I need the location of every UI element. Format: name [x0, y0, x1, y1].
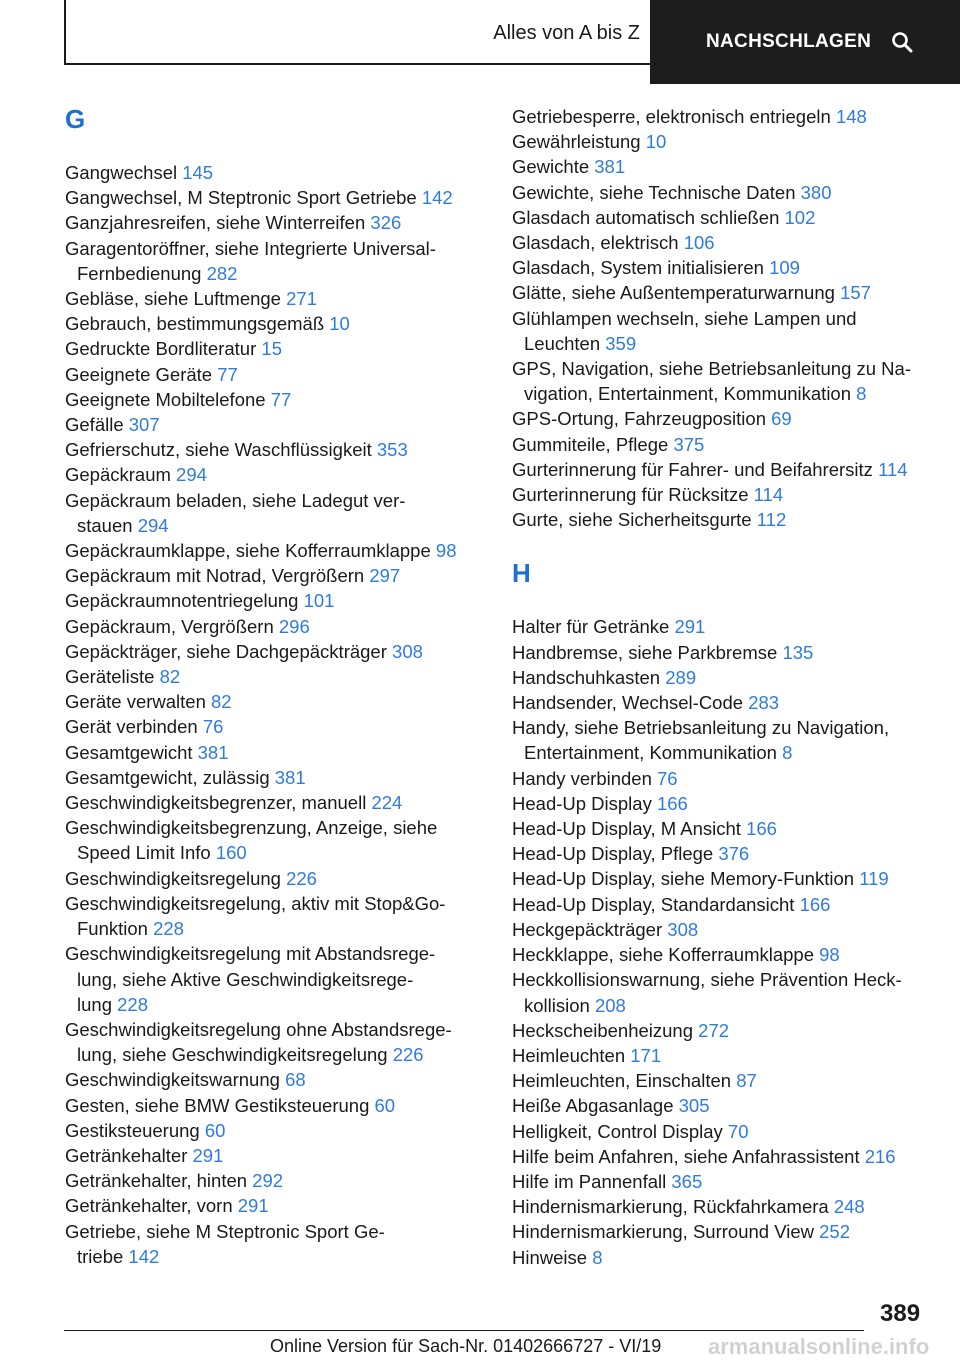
page-reference-link[interactable]: 10: [645, 131, 667, 153]
index-entry-text: Gesten, siehe BMW Gestiksteuerung: [65, 1094, 370, 1116]
page-reference-link[interactable]: 294: [137, 514, 169, 536]
index-entry-text: GPS, Navigation, siehe Betriebsanleitung zu Na-: [512, 358, 911, 380]
index-entry-text: Handschuhkasten: [512, 666, 661, 688]
index-entry-text: Gepäckträger, siehe Dachgepäckträger: [65, 640, 387, 662]
index-entry-text: Heiße Abgasanlage: [512, 1095, 674, 1117]
index-entry-text: Gerät verbinden: [65, 716, 198, 738]
page-reference-link[interactable]: 307: [128, 414, 160, 436]
index-entry: [65, 740, 485, 765]
index-entry: [65, 462, 485, 487]
index-entry-text: Gurterinnerung für Fahrer- und Beifahrersitz: [512, 458, 873, 480]
page-reference-link[interactable]: 291: [674, 616, 706, 638]
page-reference-link[interactable]: 248: [833, 1196, 865, 1218]
page-reference-link[interactable]: 252: [819, 1221, 850, 1243]
index-entry-text: Gurterinnerung für Rücksitze: [512, 484, 749, 506]
index-entry-text: lung: [77, 993, 112, 1015]
page-reference-link[interactable]: 68: [285, 1069, 306, 1091]
index-entry: [65, 664, 485, 689]
index-entry-text: Gepäckraum mit Notrad, Vergrößern: [65, 565, 365, 587]
page-reference-link[interactable]: 359: [605, 332, 637, 354]
index-entry-text: Gestiksteuerung: [65, 1119, 200, 1141]
index-entry: [512, 507, 932, 532]
page-reference-link[interactable]: 87: [736, 1070, 757, 1092]
index-entry-text: Handy, siehe Betriebsanleitung zu Navigation,: [512, 717, 890, 739]
index-entry-text: Geschwindigkeitsbegrenzung, Anzeige, siehe: [65, 817, 438, 839]
page-reference-link[interactable]: 380: [800, 181, 832, 203]
index-entry: [65, 1219, 485, 1269]
page-reference-link[interactable]: 296: [278, 615, 310, 637]
index-entry: [512, 356, 932, 406]
page-reference-link[interactable]: 148: [835, 106, 867, 127]
index-entry-text: Getriebesperre, elektronisch entriegeln: [512, 106, 831, 127]
index-entry: [512, 715, 932, 765]
index-entry: [512, 1144, 932, 1169]
index-entry-text: Gepäckraumnotentriegelung: [65, 590, 299, 612]
page-reference-link[interactable]: 376: [718, 843, 750, 865]
index-entry-text: Geräte verwalten: [65, 691, 206, 713]
index-entry: [512, 665, 932, 690]
index-entry: [65, 412, 485, 437]
index-entry-text: vigation, Entertainment, Kommunikation: [524, 383, 852, 405]
index-entry: [512, 892, 932, 917]
index-entry: [512, 457, 932, 482]
index-entry: [65, 1067, 485, 1092]
index-entry: [512, 129, 932, 154]
index-entry: [512, 1093, 932, 1118]
index-entry: [512, 1068, 932, 1093]
index-entry-text: Speed Limit Info: [77, 842, 211, 864]
nachschlagen-tab[interactable]: [650, 0, 960, 84]
index-entry: [65, 689, 485, 714]
index-entry-text: Gewichte: [512, 156, 590, 178]
page-reference-link[interactable]: 142: [128, 1245, 160, 1267]
index-entry: [65, 1193, 485, 1218]
page-reference-link[interactable]: 114: [753, 484, 784, 506]
index-entry: [65, 286, 485, 311]
index-entry-text: Hilfe beim Anfahren, siehe Anfahrassistent: [512, 1145, 860, 1167]
header-rule-left: [64, 0, 66, 64]
page-reference-link[interactable]: 381: [197, 741, 229, 763]
index-entry-text: Funktion: [77, 918, 148, 940]
page-reference-link[interactable]: 8: [856, 383, 867, 405]
index-entry-text: Geschwindigkeitswarnung: [65, 1069, 280, 1091]
index-entry: [65, 185, 485, 210]
index-entry-text: lung, siehe Geschwindigkeitsregelung: [77, 1044, 388, 1066]
index-entry-text: Heckklappe, siehe Kofferraumklappe: [512, 944, 814, 966]
index-column-right: [512, 104, 932, 1270]
index-entry: [65, 639, 485, 664]
index-entry-text: Handbremse, siehe Parkbremse: [512, 641, 778, 663]
page-reference-link[interactable]: 77: [217, 363, 238, 385]
index-entry-text: Gedruckte Bordliteratur: [65, 338, 257, 360]
index-entry: [65, 1168, 485, 1193]
index-entry: [512, 306, 932, 356]
page-reference-link[interactable]: 353: [376, 439, 408, 461]
page-reference-link[interactable]: 98: [435, 540, 457, 562]
index-entry: [512, 766, 932, 791]
index-entry: [65, 866, 485, 891]
index-entry-text: Gewichte, siehe Technische Daten: [512, 181, 796, 203]
index-entry: [65, 891, 485, 941]
page-reference-link[interactable]: 157: [840, 282, 871, 304]
index-entry-text: Hindernismarkierung, Rückfahrkamera: [512, 1196, 829, 1218]
index-entry-text: Garagentoröffner, siehe Integrierte Universal-: [65, 237, 436, 259]
index-entry-text: Gummiteile, Pflege: [512, 433, 669, 455]
index-entry-text: Glasdach, System initialisieren: [512, 257, 764, 279]
page-reference-link[interactable]: 135: [782, 641, 814, 663]
page-reference-link[interactable]: 166: [656, 792, 688, 814]
index-entry-text: Helligkeit, Control Display: [512, 1120, 723, 1142]
index-entry: [512, 432, 932, 457]
page-reference-link[interactable]: 8: [782, 742, 793, 764]
index-entry-text: lung, siehe Aktive Geschwindigkeitsrege-: [77, 968, 414, 990]
index-entry: [512, 482, 932, 507]
page-reference-link[interactable]: 381: [594, 156, 626, 178]
index-entry: [512, 614, 932, 639]
page-reference-link[interactable]: 160: [215, 842, 247, 864]
header-rule-bottom: [64, 63, 651, 65]
index-entry: [512, 255, 932, 280]
index-entry-text: Glätte, siehe Außentemperaturwarnung: [512, 282, 835, 304]
index-entry-text: triebe: [77, 1245, 124, 1267]
index-entry: [512, 690, 932, 715]
index-entry-text: Hilfe im Pannenfall: [512, 1170, 667, 1192]
nachschlagen-tab-label: NACHSCHLAGEN: [706, 31, 872, 52]
page-reference-link[interactable]: 166: [746, 818, 777, 840]
page-reference-link[interactable]: 145: [182, 162, 214, 183]
index-entry-text: Gepäckraum: [65, 464, 171, 486]
page-reference-link[interactable]: 224: [371, 792, 403, 814]
index-entry-text: Getränkehalter, hinten: [65, 1170, 248, 1192]
index-entry: [65, 387, 485, 412]
index-entries-g-continued: [512, 104, 932, 532]
page-reference-link[interactable]: 106: [683, 232, 715, 254]
index-entry-text: stauen: [77, 514, 133, 536]
index-entry-text: Head-Up Display, M Ansicht: [512, 818, 741, 840]
index-entry: [65, 538, 485, 563]
page-reference-link[interactable]: 102: [784, 206, 816, 228]
index-entry-text: Gangwechsel, M Steptronic Sport Getriebe: [65, 187, 417, 209]
index-entry-text: Gepäckraum beladen, siehe Ladegut ver-: [65, 489, 406, 511]
index-entry: [65, 1143, 485, 1168]
index-entry-text: Fernbedienung: [77, 262, 202, 284]
page-reference-link[interactable]: 272: [698, 1019, 730, 1041]
index-entry-text: Heckscheibenheizung: [512, 1019, 694, 1041]
index-entry-text: Geschwindigkeitsregelung, aktiv mit Stop&Go-: [65, 892, 446, 914]
index-entry-text: Head-Up Display, Pflege: [512, 843, 714, 865]
page-reference-link[interactable]: 283: [748, 692, 780, 714]
index-entry: [512, 1194, 932, 1219]
index-entry: [512, 1119, 932, 1144]
page-reference-link[interactable]: 112: [756, 509, 787, 531]
index-entry: [65, 1093, 485, 1118]
index-entry-text: kollision: [524, 994, 590, 1016]
page-reference-link[interactable]: 119: [859, 868, 889, 890]
index-entry-text: Handsender, Wechsel-Code: [512, 692, 744, 714]
page-reference-link[interactable]: 294: [176, 464, 207, 486]
index-entry-text: Halter für Getränke: [512, 616, 670, 638]
index-entry-text: Gesamtgewicht: [65, 741, 193, 763]
page-reference-link[interactable]: 10: [329, 313, 350, 335]
index-entry: [512, 841, 932, 866]
page-reference-link[interactable]: 142: [421, 187, 453, 209]
page-reference-link[interactable]: 308: [392, 640, 423, 662]
index-entry-text: Hinweise: [512, 1246, 588, 1268]
page-reference-link[interactable]: 109: [769, 257, 800, 279]
index-entry: [512, 230, 932, 255]
index-entry: [65, 563, 485, 588]
index-entry: [65, 588, 485, 613]
index-entry-text: Leuchten: [524, 332, 601, 354]
index-letter-h: H: [512, 558, 531, 589]
page-reference-link[interactable]: 228: [117, 993, 148, 1015]
index-entry-text: Geeignete Mobiltelefone: [65, 388, 266, 410]
index-entry-text: Glasdach, elektrisch: [512, 232, 679, 254]
page-reference-link[interactable]: 326: [370, 212, 402, 234]
index-entry: [65, 1118, 485, 1143]
index-entry: [512, 280, 932, 305]
index-entry: [65, 362, 485, 387]
index-entry-text: Gangwechsel: [65, 162, 178, 183]
index-entry-text: Geschwindigkeitsbegrenzer, manuell: [65, 792, 367, 814]
index-entries-h: [512, 614, 932, 1269]
page-reference-link[interactable]: 208: [594, 994, 626, 1016]
index-entry: [512, 104, 932, 129]
index-entry-text: Getriebe, siehe M Steptronic Sport Ge-: [65, 1220, 385, 1242]
index-entry: [65, 210, 485, 235]
page-reference-link[interactable]: 82: [211, 691, 232, 713]
index-entry: [65, 614, 485, 639]
index-entry-text: Head-Up Display: [512, 792, 652, 814]
index-entry-text: Glasdach automatisch schließen: [512, 206, 780, 228]
index-entry-text: Hindernismarkierung, Surround View: [512, 1221, 814, 1243]
index-entry-text: Heckkollisionswarnung, siehe Prävention Heck-: [512, 969, 902, 991]
page-reference-link[interactable]: 226: [392, 1044, 424, 1066]
page-reference-link[interactable]: 98: [819, 944, 840, 966]
index-entry: [65, 765, 485, 790]
index-letter-g: G: [65, 104, 86, 134]
index-entry-text: Heckgepäckträger: [512, 918, 663, 940]
page-reference-link[interactable]: 8: [592, 1246, 603, 1268]
index-entry-text: Gefrierschutz, siehe Waschflüssigkeit: [65, 439, 372, 461]
page-reference-link[interactable]: 60: [204, 1119, 226, 1141]
index-entry-text: Ganzjahresreifen, siehe Winterreifen: [65, 212, 366, 234]
index-entry: [65, 488, 485, 538]
index-entry: [512, 942, 932, 967]
index-column-left: [65, 104, 485, 1269]
index-entry: [512, 1043, 932, 1068]
index-entry-text: Gewährleistung: [512, 131, 641, 153]
page-reference-link[interactable]: 305: [678, 1095, 710, 1117]
index-entry: [65, 311, 485, 336]
page-reference-link[interactable]: 291: [192, 1144, 224, 1166]
index-entry: [512, 866, 932, 891]
index-entry: [65, 236, 485, 286]
index-entry: [512, 816, 932, 841]
index-entry-text: Gepäckraumklappe, siehe Kofferraumklappe: [65, 540, 431, 562]
index-entry: [65, 815, 485, 865]
page-number: 389: [880, 1300, 921, 1327]
page-reference-link[interactable]: 297: [369, 565, 401, 587]
index-entry: [512, 205, 932, 230]
page-reference-link[interactable]: 365: [671, 1170, 703, 1192]
page-reference-link[interactable]: 171: [630, 1044, 662, 1066]
index-entries-g: [65, 160, 485, 1269]
page-reference-link[interactable]: 289: [665, 666, 697, 688]
index-entry: [512, 1219, 932, 1244]
index-entry: [65, 790, 485, 815]
page-reference-link[interactable]: 114: [878, 458, 908, 480]
index-entry-text: Glühlampen wechseln, siehe Lampen und: [512, 307, 857, 329]
page-reference-link[interactable]: 82: [159, 666, 181, 688]
index-entry-text: Heimleuchten: [512, 1044, 626, 1066]
index-entry: [512, 406, 932, 431]
page-reference-link[interactable]: 292: [252, 1170, 284, 1192]
page-reference-link[interactable]: 282: [206, 262, 238, 284]
index-entry: [512, 791, 932, 816]
page-reference-link[interactable]: 308: [667, 918, 699, 940]
page-reference-link[interactable]: 216: [864, 1145, 896, 1167]
index-entry: [512, 154, 932, 179]
index-entry: [512, 917, 932, 942]
page-reference-link[interactable]: 166: [799, 893, 831, 915]
page-reference-link[interactable]: 375: [673, 433, 705, 455]
index-entry-text: Handy verbinden: [512, 767, 652, 789]
index-entry-text: Gebrauch, bestimmungsgemäß: [65, 313, 325, 335]
index-entry-text: Gurte, siehe Sicherheitsgurte: [512, 509, 752, 531]
index-entry-text: GPS-Ortung, Fahrzeugposition: [512, 408, 766, 430]
index-entry-text: Head-Up Display, siehe Memory-Funktion: [512, 868, 855, 890]
page-reference-link[interactable]: 226: [286, 867, 317, 889]
index-entry-text: Gesamtgewicht, zulässig: [65, 766, 270, 788]
search-icon[interactable]: [891, 31, 913, 53]
index-entry-text: Gebläse, siehe Luftmenge: [65, 288, 281, 310]
footer-rule: [64, 1330, 864, 1331]
page-reference-link[interactable]: 15: [261, 338, 282, 360]
index-entry-text: Head-Up Display, Standardansicht: [512, 893, 795, 915]
index-entry-text: Heimleuchten, Einschalten: [512, 1070, 732, 1092]
index-entry: [65, 336, 485, 361]
page-reference-link[interactable]: 271: [286, 288, 317, 310]
section-title: Alles von A bis Z: [493, 22, 640, 44]
index-entry-text: Getränkehalter, vorn: [65, 1195, 233, 1217]
index-entry-text: Geeignete Geräte: [65, 363, 213, 385]
index-entry-text: Geräteliste: [65, 666, 155, 688]
index-entry: [65, 941, 485, 1017]
watermark: armanualsonline.info: [708, 1334, 930, 1359]
index-entry: [512, 180, 932, 205]
page-reference-link[interactable]: 77: [270, 388, 292, 410]
page-reference-link[interactable]: 76: [657, 767, 678, 789]
index-entry: [512, 1018, 932, 1043]
page-reference-link[interactable]: 60: [374, 1094, 396, 1116]
index-entry-text: Geschwindigkeitsregelung: [65, 867, 281, 889]
index-entry: [65, 714, 485, 739]
index-entry-text: Geschwindigkeitsregelung mit Abstandsrege-: [65, 943, 436, 965]
footer-version-text: Online Version für Sach-Nr. 01402666727 - VI/19: [270, 1336, 662, 1356]
page-reference-link[interactable]: 228: [153, 918, 184, 940]
page-reference-link[interactable]: 70: [727, 1120, 749, 1142]
index-entry-text: Getränkehalter: [65, 1144, 188, 1166]
index-entry-text: Gepäckraum, Vergrößern: [65, 615, 274, 637]
index-entry: [65, 437, 485, 462]
page-reference-link[interactable]: 381: [274, 766, 306, 788]
page-reference-link[interactable]: 101: [303, 590, 335, 612]
index-entry: [512, 1245, 932, 1270]
index-entry: [512, 967, 932, 1017]
index-entry: [512, 640, 932, 665]
page-reference-link[interactable]: 76: [202, 716, 224, 738]
index-entry: [65, 1017, 485, 1067]
index-entry-text: Gefälle: [65, 414, 124, 436]
page-reference-link[interactable]: 69: [771, 408, 792, 430]
index-entry-text: Geschwindigkeitsregelung ohne Abstandsrege-: [65, 1018, 452, 1040]
index-entry-text: Entertainment, Kommunikation: [524, 742, 777, 764]
page-reference-link[interactable]: 291: [237, 1195, 269, 1217]
index-entry: [65, 160, 485, 185]
index-entry: [512, 1169, 932, 1194]
